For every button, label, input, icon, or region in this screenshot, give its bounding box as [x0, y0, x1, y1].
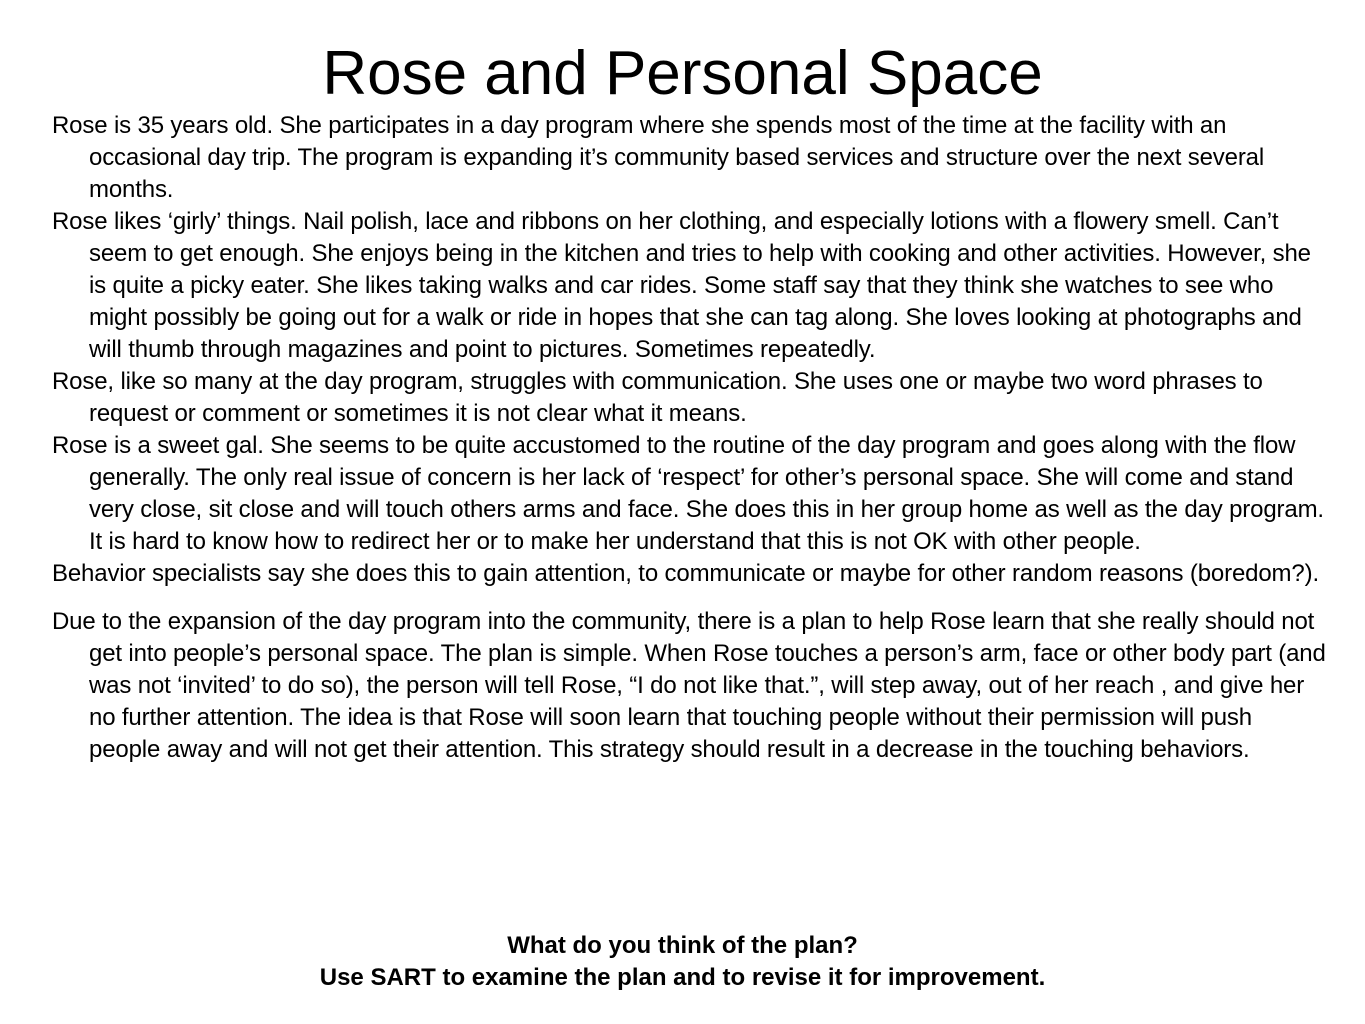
- paragraph-behavior-specialists: Behavior specialists say she does this to gain attention, to communicate or maybe for other random reasons (boredom?).: [52, 560, 1319, 587]
- slide-title: Rose and Personal Space: [322, 39, 1043, 108]
- question-plan-opinion: What do you think of the plan?: [507, 932, 858, 959]
- question-sart-revision: Use SART to examine the plan and to revise it for improvement.: [319, 964, 1046, 991]
- paragraph-communication: Rose, like so many at the day program, struggles with communication. She uses one or maybe two word phrases to request or comment or sometimes it is not clear what it means.: [52, 368, 1263, 427]
- discussion-questions: [0, 930, 1365, 994]
- paragraph-likes: Rose likes ‘girly’ things. Nail polish, lace and ribbons on her clothing, and especially lotions with a flowery smell. Can’t seem to get enough. She enjoys being in the kitchen and tries to help with cooking and other activities. However, she is quite a picky eater. She likes taking walks and car rides. Some staff say that they think she watches to see who might possibly be going out for a walk or ride in hopes that she can tag along. She loves looking at photographs and will thumb through magazines and point to pictures. Sometimes repeatedly.: [52, 208, 1311, 363]
- case-description: [52, 110, 1327, 766]
- paragraph-plan: Due to the expansion of the day program into the community, there is a plan to help Rose learn that she really should not get into people’s personal space. The plan is simple. When Rose touches a person’s arm, face or other body part (and was not ‘invited’ to do so), the person will tell Rose, “I do not like that.”, will step away, out of her reach , and give her no further attention. The idea is that Rose will soon learn that touching people without their permission will push people away and will not get their attention. This strategy should result in a decrease in the touching behaviors.: [52, 608, 1326, 763]
- paragraph-personal-space-issue: Rose is a sweet gal. She seems to be quite accustomed to the routine of the day program and goes along with the flow generally. The only real issue of concern is her lack of ‘respect’ for other’s personal space. She will come and stand very close, sit close and will touch others arms and face. She does this in her group home as well as the day program. It is hard to know how to redirect her or to make her understand that this is not OK with other people.: [52, 432, 1324, 555]
- paragraph-background: Rose is 35 years old. She participates in a day program where she spends most of the time at the facility with an occasional day trip. The program is expanding it’s community based services and structure over the next several months.: [52, 112, 1265, 203]
